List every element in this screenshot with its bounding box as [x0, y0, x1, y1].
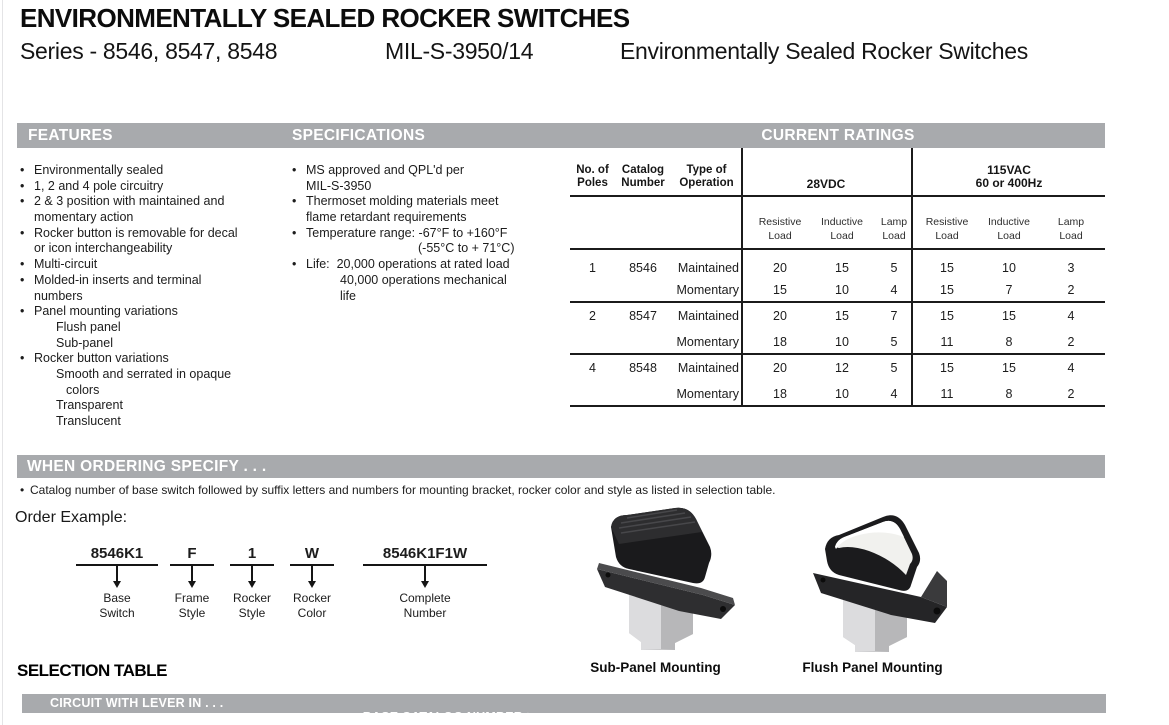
load-col-header-line: Load: [768, 229, 792, 242]
load-col-header-line: Load: [882, 229, 906, 242]
load-col-header-line: Load: [997, 229, 1021, 242]
specification-line: [292, 194, 582, 210]
bullet-icon: •: [20, 304, 25, 319]
order-code-item: [363, 545, 487, 620]
selection-col-base-text: BASE CATALOG NUMBER: [362, 710, 523, 724]
table-horizontal-rule: [570, 353, 1105, 355]
col-header-catalog: [617, 164, 669, 190]
bullet-icon: •: [20, 194, 25, 209]
specification-text: MS approved and QPL'd per: [306, 163, 465, 177]
page-left-edge: [2, 0, 3, 725]
page-subtitle: Environmentally Sealed Rocker Switches: [620, 38, 1028, 64]
feature-text: 2 & 3 position with maintained and: [34, 194, 225, 209]
table-horizontal-rule: [570, 405, 1105, 407]
flush-panel-switch-photo: [793, 503, 958, 655]
order-code-label-line: Complete: [399, 591, 451, 605]
rating-value: 7: [890, 309, 898, 323]
rating-value: 15: [835, 309, 849, 323]
rating-value: 11: [940, 387, 954, 401]
rating-value: 15: [940, 361, 954, 375]
rating-value: 15: [940, 283, 954, 297]
down-arrow-icon: [191, 566, 193, 581]
specification-line: [292, 226, 582, 242]
col-header-line: Type of: [686, 164, 727, 176]
rating-value: 10: [835, 335, 849, 349]
col-header-115vac: [916, 164, 1102, 190]
rating-value: 20: [773, 361, 787, 375]
down-arrow-icon: [251, 566, 253, 581]
rating-value: 4: [890, 387, 898, 401]
ordering-note: [20, 483, 776, 497]
operation-type-value: Maintained: [677, 261, 739, 275]
feature-text: Sub-panel: [56, 335, 113, 350]
bullet-icon: •: [20, 272, 25, 287]
load-col-header: [812, 216, 872, 243]
operation-type-value: Maintained: [677, 361, 739, 375]
order-code-item: [170, 545, 214, 620]
feature-text: Transparent: [56, 398, 123, 413]
specification-line: [292, 210, 582, 226]
order-code-item: [230, 545, 274, 620]
rating-value: 8: [1005, 387, 1013, 401]
order-code-label-line: Base: [103, 591, 131, 605]
feature-text: Molded-in inserts and terminal: [34, 272, 202, 287]
order-code-label: [170, 591, 214, 620]
col-header-line: 115VAC: [987, 163, 1031, 177]
specifications-section-title: SPECIFICATIONS: [292, 127, 426, 144]
load-col-header-line: Lamp: [880, 216, 908, 228]
load-col-header-line: Load: [935, 229, 959, 242]
rating-value: 4: [1067, 309, 1075, 323]
feature-text: Environmentally sealed: [34, 163, 164, 177]
ordering-section-title: WHEN ORDERING SPECIFY . . .: [27, 458, 267, 475]
col-header-line: No. of: [576, 164, 609, 176]
feature-text: Smooth and serrated in opaque: [56, 366, 232, 381]
load-col-header-line: Inductive: [820, 216, 864, 228]
down-arrow-icon: [311, 566, 313, 581]
load-col-header: [917, 216, 977, 243]
load-col-header-line: Resistive: [758, 216, 802, 228]
bullet-icon: •: [292, 194, 297, 209]
feature-line: [20, 336, 300, 352]
feature-text: colors: [66, 382, 100, 397]
feature-line: [20, 194, 300, 210]
rating-value: 15: [773, 283, 787, 297]
order-code: F: [170, 545, 214, 566]
col-header-operation: [674, 164, 739, 190]
rating-value: 2: [1067, 283, 1075, 297]
load-col-header-line: Load: [1059, 229, 1083, 242]
feature-text: Rocker button is removable for decal: [34, 225, 238, 240]
rating-value: 18: [773, 387, 787, 401]
feature-line: [20, 241, 300, 257]
specification-text: Life: 20,000 operations at rated load: [306, 257, 510, 272]
bullet-icon: •: [20, 257, 25, 272]
feature-text: or icon interchangeability: [34, 241, 173, 256]
feature-line: [20, 179, 300, 195]
load-col-header: [979, 216, 1039, 243]
bullet-icon: •: [292, 257, 297, 272]
operation-type-value: Momentary: [676, 387, 739, 401]
down-arrow-icon: [113, 581, 121, 588]
rating-value: 4: [1067, 361, 1075, 375]
down-arrow-icon: [308, 581, 316, 588]
order-code-item: [76, 545, 158, 620]
rating-value: 20: [773, 261, 787, 275]
operation-type-value: Momentary: [676, 335, 739, 349]
specification-text: (-55°C to + 71°C): [418, 241, 515, 256]
specification-line: [292, 289, 582, 305]
feature-line: [20, 163, 300, 179]
bullet-icon: •: [20, 163, 25, 177]
col-header-poles: [570, 164, 615, 190]
features-section-title: FEATURES: [28, 127, 113, 144]
order-code: 8546K1: [76, 545, 158, 566]
footnote-mark: ②: [522, 712, 534, 724]
specification-line: [292, 273, 582, 289]
feature-line: [20, 289, 300, 305]
table-horizontal-rule: [570, 195, 1105, 197]
rating-value: 5: [890, 361, 898, 375]
order-code-label-line: Style: [178, 605, 206, 620]
bullet-icon: •: [20, 483, 25, 497]
order-code-label: [76, 591, 158, 620]
order-code-label-line: Rocker: [292, 591, 331, 605]
down-arrow-icon: [421, 581, 429, 588]
rating-value: 2: [1067, 335, 1075, 349]
feature-line: [20, 414, 300, 430]
order-code-label-line: Color: [297, 605, 327, 620]
order-example-label: Order Example:: [15, 509, 128, 526]
load-col-header-line: Resistive: [925, 216, 969, 228]
load-col-header-line: Lamp: [1057, 216, 1085, 228]
feature-line: [20, 273, 300, 289]
rating-value: 2: [1067, 387, 1075, 401]
col-header-line: Catalog: [621, 164, 665, 176]
feature-line: [20, 226, 300, 242]
page-title: ENVIRONMENTALLY SEALED ROCKER SWITCHES: [20, 3, 630, 33]
rating-value: 11: [940, 335, 954, 349]
col-header-28vdc: 28VDC: [806, 177, 846, 191]
order-code: 8546K1F1W: [363, 545, 487, 566]
catalog-number-value: 8548: [629, 361, 657, 375]
feature-text: Flush panel: [56, 319, 121, 334]
down-arrow-icon: [248, 581, 256, 588]
col-header-line: Number: [621, 177, 665, 189]
specification-line: [292, 241, 582, 257]
rating-value: 12: [835, 361, 849, 375]
down-arrow-icon: [116, 566, 118, 581]
selection-table-title: SELECTION TABLE: [17, 661, 167, 680]
bullet-icon: •: [20, 178, 25, 193]
table-horizontal-rule: [570, 301, 1105, 303]
feature-line: [20, 351, 300, 367]
order-code-label-line: Frame: [174, 591, 210, 605]
bullet-icon: •: [292, 225, 297, 240]
feature-text: Panel mounting variations: [34, 304, 178, 319]
feature-text: 1, 2 and 4 pole circuitry: [34, 178, 164, 193]
col-header-line: Poles: [577, 177, 608, 189]
order-code-item: [290, 545, 334, 620]
order-code-label-line: Style: [238, 605, 266, 620]
section-header-bar: [17, 123, 1105, 148]
rating-value: 15: [940, 309, 954, 323]
poles-value: 1: [589, 261, 596, 275]
order-code-label-line: Number: [403, 605, 447, 620]
order-code-label: [363, 591, 487, 620]
poles-value: 2: [589, 309, 596, 323]
specification-text: flame retardant requirements: [306, 210, 467, 225]
load-col-header: [864, 216, 924, 243]
order-code-label: [230, 591, 274, 620]
current-ratings-section-title: CURRENT RATINGS: [761, 127, 915, 144]
table-vertical-rule: [741, 148, 743, 406]
order-code-label-line: Switch: [99, 605, 135, 620]
poles-value: 4: [589, 361, 596, 375]
rating-value: 20: [773, 309, 787, 323]
bullet-icon: •: [20, 225, 25, 240]
specification-line: [292, 257, 582, 273]
specification-line: [292, 179, 582, 195]
features-list: [20, 163, 300, 430]
catalog-number-value: 8547: [629, 309, 657, 323]
rating-value: 5: [890, 335, 898, 349]
feature-text: Rocker button variations: [34, 351, 169, 366]
rating-value: 15: [940, 261, 954, 275]
rating-value: 15: [1002, 309, 1016, 323]
load-col-header: [1041, 216, 1101, 243]
feature-line: [20, 383, 300, 399]
specifications-list: [292, 163, 582, 304]
mil-spec-label: MIL-S-3950/14: [385, 38, 534, 64]
rating-value: 15: [1002, 361, 1016, 375]
feature-text: Translucent: [56, 414, 121, 428]
operation-type-value: Maintained: [677, 309, 739, 323]
bullet-icon: •: [20, 351, 25, 366]
order-code-label-line: Rocker: [232, 591, 271, 605]
rating-value: 18: [773, 335, 787, 349]
sub-panel-caption: Sub-Panel Mounting: [590, 660, 721, 675]
feature-text: Multi-circuit: [34, 257, 98, 272]
specification-text: MIL-S-3950: [306, 178, 372, 193]
specification-text: 40,000 operations mechanical: [340, 272, 507, 287]
bullet-icon: •: [292, 163, 297, 177]
rating-value: 10: [835, 283, 849, 297]
order-code: W: [290, 545, 334, 566]
selection-col-circuit: CIRCUIT WITH LEVER IN . . .: [50, 696, 224, 710]
rating-value: 4: [890, 283, 898, 297]
operation-type-value: Momentary: [676, 283, 739, 297]
order-code-label: [290, 591, 334, 620]
series-label: Series - 8546, 8547, 8548: [20, 38, 278, 64]
down-arrow-icon: [188, 581, 196, 588]
feature-line: [20, 367, 300, 383]
table-horizontal-rule: [570, 248, 1105, 250]
ordering-note-text: Catalog number of base switch followed by suffix letters and numbers for mounting bracket, rocker color and style as listed in selection table.: [30, 483, 776, 497]
flush-panel-caption: Flush Panel Mounting: [802, 660, 943, 675]
feature-line: [20, 304, 300, 320]
rating-value: 10: [1002, 261, 1016, 275]
specification-text: life: [340, 288, 356, 303]
order-code: 1: [230, 545, 274, 566]
feature-line: [20, 320, 300, 336]
down-arrow-icon: [424, 566, 426, 581]
specification-text: Thermoset molding materials meet: [306, 194, 499, 209]
feature-line: [20, 398, 300, 414]
col-header-line: Operation: [679, 177, 734, 189]
feature-text: momentary action: [34, 210, 134, 225]
rating-value: 15: [835, 261, 849, 275]
feature-line: [20, 257, 300, 273]
selection-col-base-catalog: [348, 696, 533, 725]
catalog-number-value: 8546: [629, 261, 657, 275]
rating-value: 5: [890, 261, 898, 275]
rating-value: 8: [1005, 335, 1013, 349]
rating-value: 3: [1067, 261, 1075, 275]
specification-line: [292, 163, 582, 179]
sub-panel-switch-photo: [583, 503, 748, 655]
col-header-line: 60 or 400Hz: [975, 176, 1043, 190]
rating-value: 10: [835, 387, 849, 401]
load-col-header-line: Load: [830, 229, 854, 242]
rating-value: 7: [1005, 283, 1013, 297]
specification-text: Temperature range: -67°F to +160°F: [306, 225, 508, 240]
feature-text: numbers: [34, 288, 83, 303]
load-col-header-line: Inductive: [987, 216, 1031, 228]
load-col-header: [750, 216, 810, 243]
feature-line: [20, 210, 300, 226]
